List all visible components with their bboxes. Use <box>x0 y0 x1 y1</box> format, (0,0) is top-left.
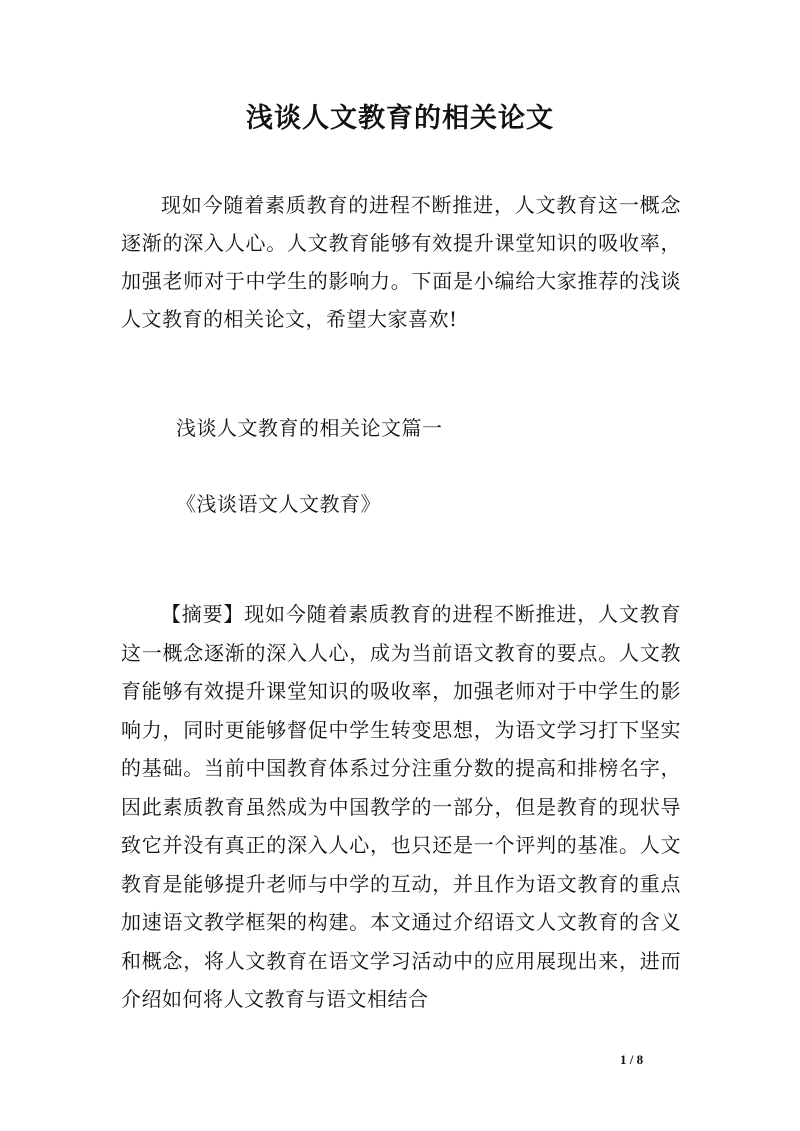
section-heading: 浅谈人文教育的相关论文篇一 <box>176 416 443 440</box>
abstract-text: 现如今随着素质教育的进程不断推进，人文教育这一概念逐渐的深入人心，成为当前语文教育的要点。人文教育能够有效提升课堂知识的吸收率，加强老师对于中学生的影响力，同时更能够督促中学生转变思想，为语文学习打下坚实的基础。当前中国教育体系过分注重分数的提高和排榜名字，因此素质教育虽然成为中国教学的一部分，但是教育的现状导致它并没有真正的深入人心，也只还是一个评判的基准。人文教育是能够提升老师与中学的互动，并且作为语文教育的重点加速语文教学框架的构建。本文通过介绍语文人文教育的含义和概念，将人文教育在语文学习活动中的应用展现出来，进而介绍如何将人文教育与语文相结合 <box>121 602 681 1011</box>
intro-paragraph: 现如今随着素质教育的进程不断推进，人文教育这一概念逐渐的深入人心。人文教育能够有效提升课堂知识的吸收率，加强老师对于中学生的影响力。下面是小编给大家推荐的浅谈人文教育的相关论文，希望大家喜欢! <box>121 193 681 331</box>
page-number: 1 / 8 <box>620 1052 644 1067</box>
document-title: 浅谈人文教育的相关论文 <box>246 103 554 134</box>
article-title: 《浅谈语文人文教育》 <box>176 492 381 516</box>
abstract-label: 【摘要】 <box>161 602 245 626</box>
abstract-paragraph <box>121 595 681 1019</box>
